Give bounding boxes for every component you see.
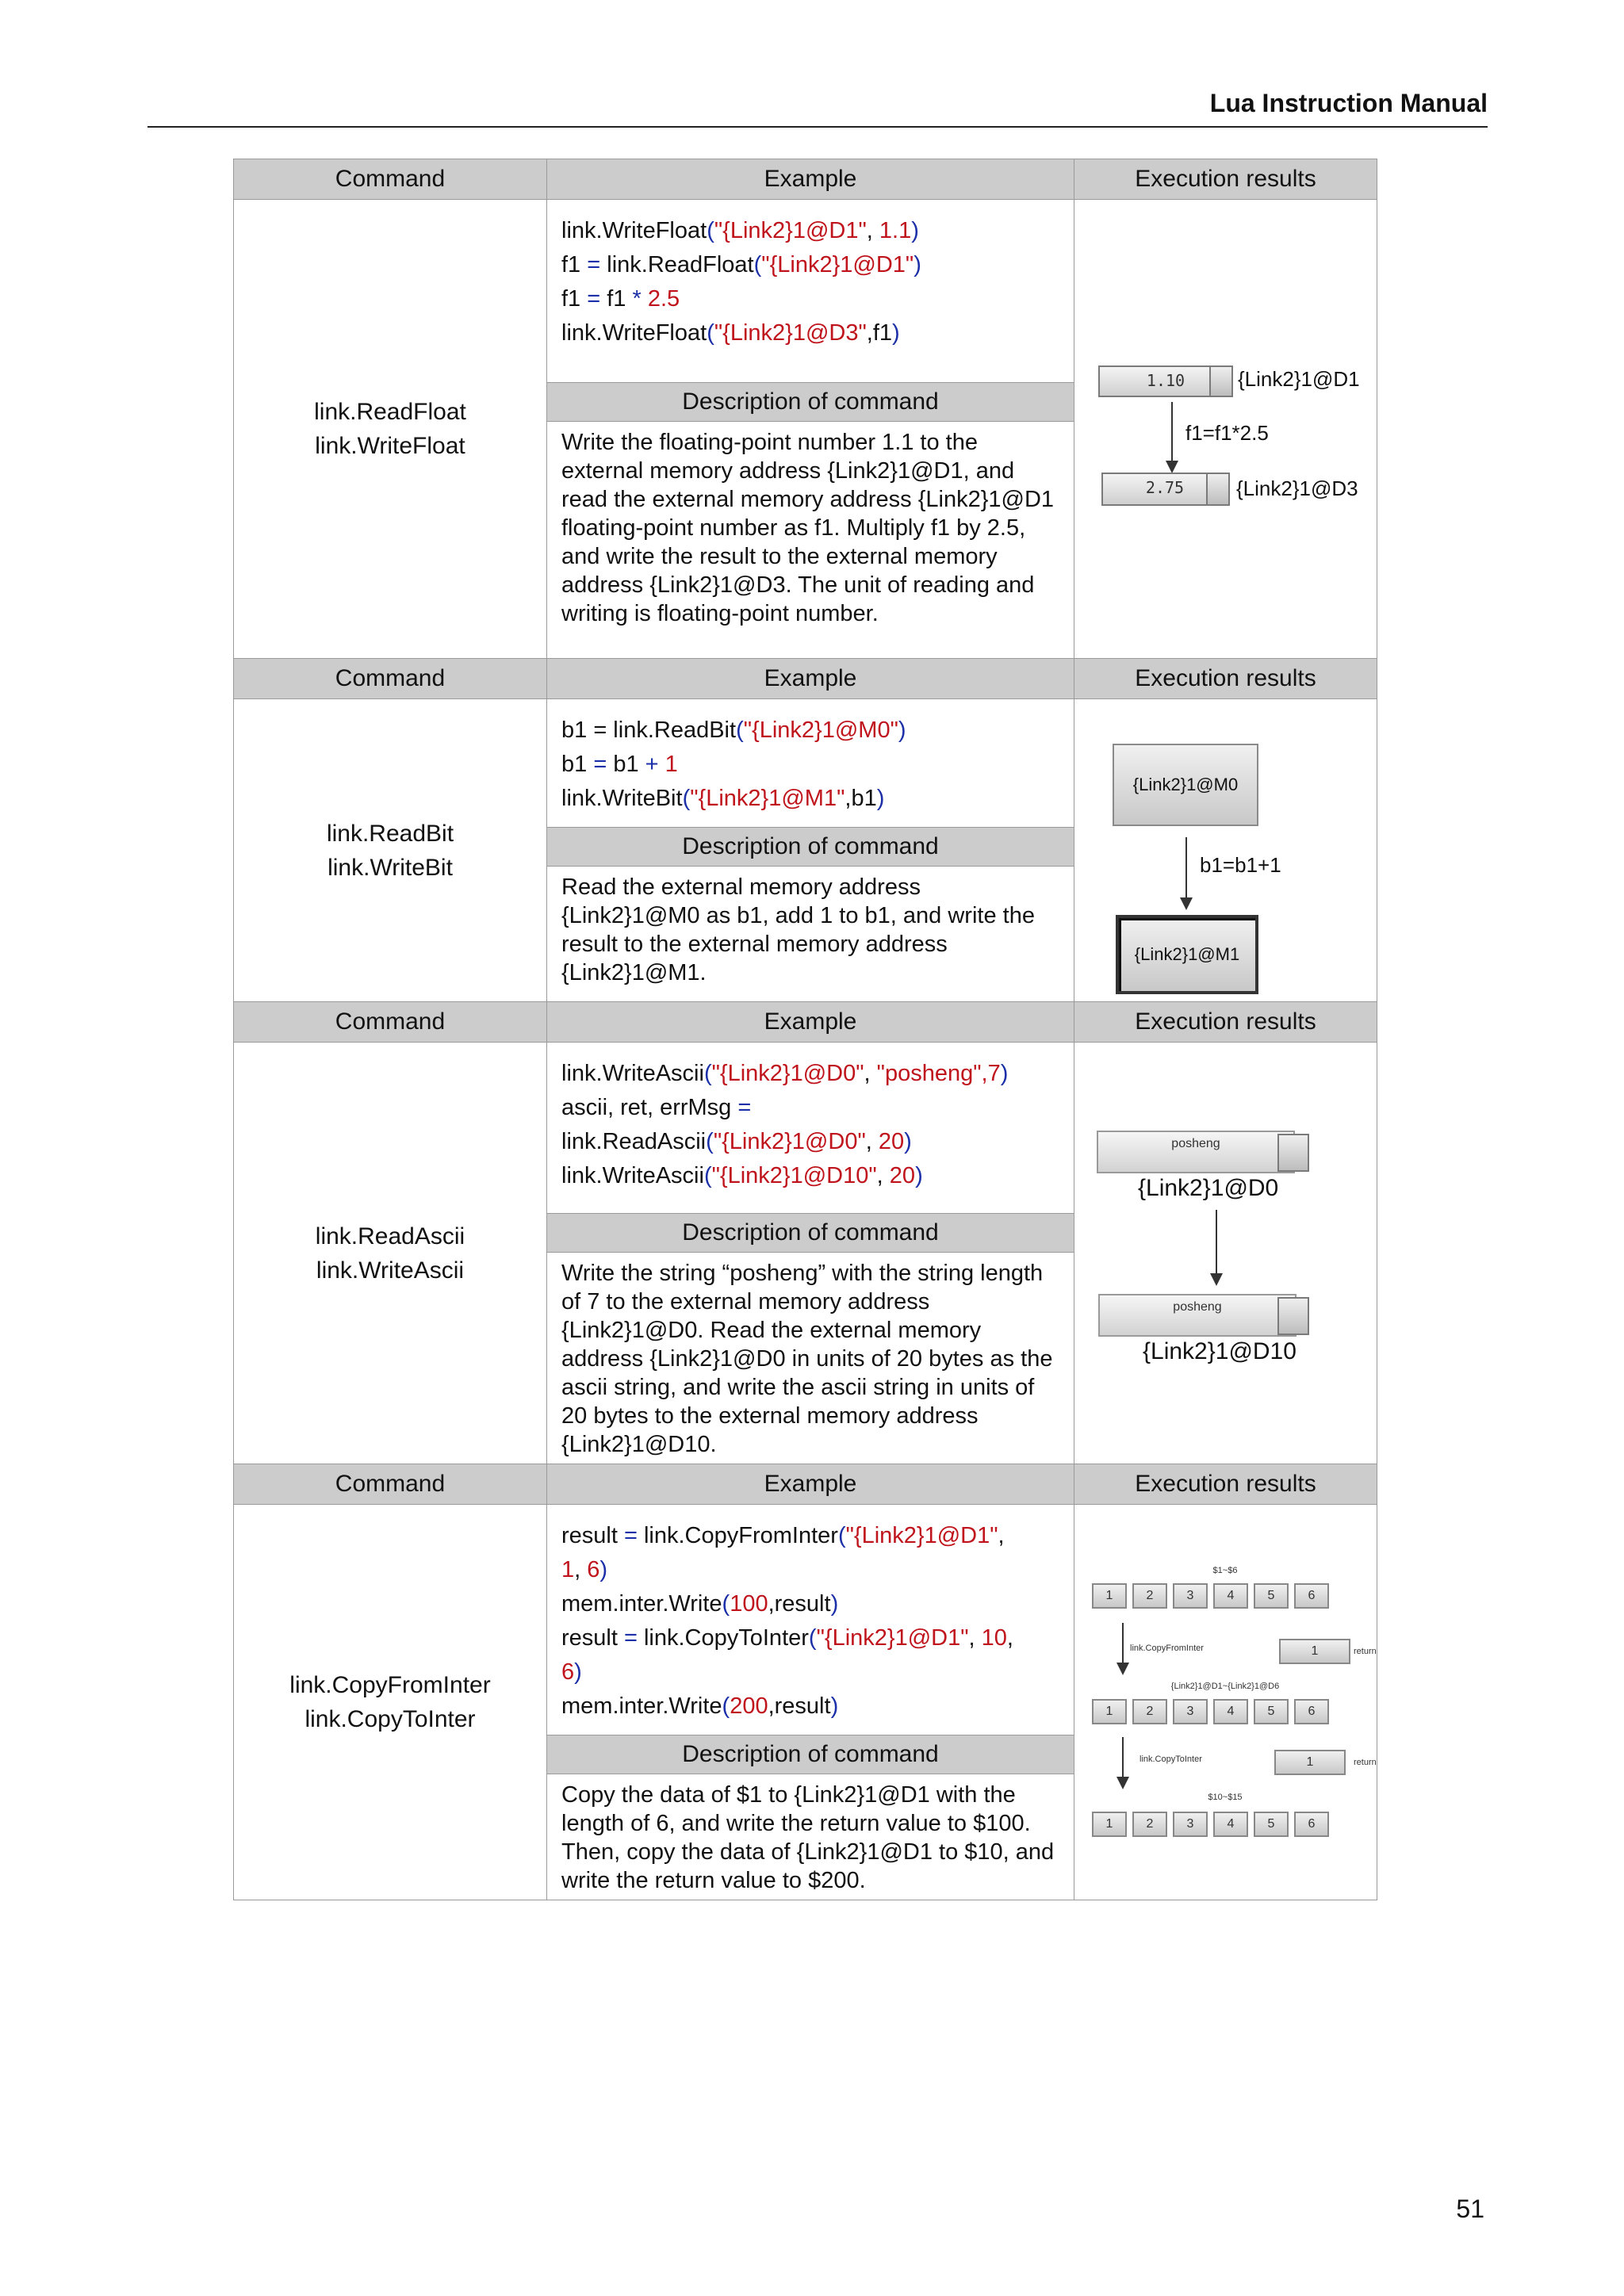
code-line	[561, 1655, 1059, 1689]
code-token: =	[587, 252, 601, 277]
address-label: {Link2}1@D0	[1138, 1174, 1279, 1201]
numeric-display: 2.75	[1101, 473, 1228, 506]
instruction-table	[233, 159, 1377, 1900]
description-text: Copy the data of $1 to {Link2}1@D1 with the length of 6, and write the return value to $100. Then, copy the data of {Link2}1@D1 to $10, and write the return value to $200.	[547, 1774, 1074, 1900]
code-token: b1	[561, 752, 594, 777]
code-token: )	[599, 1557, 608, 1582]
address-label: {Link2}1@D1	[1238, 367, 1360, 391]
execution-result-cell	[1074, 1505, 1377, 1900]
code-token: )	[911, 218, 919, 243]
code-line	[561, 1125, 1059, 1159]
code-token: 100	[730, 1591, 768, 1617]
code-token: "{Link2}1@D1"	[816, 1625, 969, 1651]
code-token: link.ReadAscii	[561, 1129, 707, 1154]
example-code-cell	[547, 1043, 1074, 1214]
command-name: link.ReadBit	[326, 820, 454, 847]
command-name: link.ReadFloat	[314, 399, 466, 425]
operation-label: link.CopyFromInter	[1130, 1644, 1204, 1653]
code-token: result	[561, 1523, 624, 1548]
header-command: Command	[234, 1464, 547, 1505]
code-token: =	[623, 1625, 638, 1651]
section-row	[234, 1043, 1377, 1214]
column-header-row	[234, 159, 1377, 200]
display-knob	[1277, 1134, 1309, 1172]
example-code-cell	[547, 200, 1074, 383]
arrow-head	[1180, 897, 1193, 910]
operation-label: b1=b1+1	[1200, 852, 1281, 877]
register-cell: 4	[1213, 1812, 1248, 1837]
code-token: result	[561, 1625, 624, 1651]
code-token: f1	[600, 286, 633, 312]
code-token: (	[703, 1163, 712, 1188]
arrow-head	[1116, 1663, 1129, 1675]
bit-lamp-on: {Link2}1@M1	[1116, 915, 1258, 994]
operation-label: f1=f1*2.5	[1185, 421, 1269, 445]
code-token: ,f1	[866, 320, 893, 346]
page-number: 51	[1456, 2195, 1484, 2223]
code-token: )	[830, 1693, 839, 1719]
arrow-line	[1122, 1737, 1124, 1777]
arrow-head	[1166, 461, 1178, 473]
description-text: Write the floating-point number 1.1 to the external memory address {Link2}1@D1, and read the external memory address {Link2}1@D1 floating-point number as f1. Multiply f1 by 2.5, and write the result to the external memory address {Link2}1@D3. The unit of reading and writing is floating-point number.	[547, 422, 1074, 659]
code-token: ,	[998, 1523, 1005, 1548]
header-command: Command	[234, 1002, 547, 1043]
code-line	[561, 1587, 1059, 1621]
code-token: =	[587, 286, 601, 312]
header-execution-results: Execution results	[1074, 1002, 1377, 1043]
register-cell: 6	[1294, 1812, 1329, 1837]
code-token: ,	[574, 1557, 588, 1582]
example-code-cell	[547, 1505, 1074, 1735]
code-token: )	[574, 1659, 582, 1685]
code-token: 7	[987, 1061, 1001, 1086]
result-illustration	[1074, 350, 1376, 508]
header-execution-results: Execution results	[1074, 1464, 1377, 1505]
register-cell: 5	[1254, 1812, 1289, 1837]
code-token: (	[808, 1625, 817, 1651]
code-token: 6	[587, 1557, 600, 1582]
execution-result-cell	[1074, 200, 1377, 659]
code-token: ,	[876, 1163, 890, 1188]
header-example: Example	[547, 1002, 1074, 1043]
code-token: (	[706, 1129, 714, 1154]
code-token: (	[837, 1523, 846, 1548]
code-token: link.WriteAscii	[561, 1163, 704, 1188]
code-token: )	[914, 252, 921, 277]
description-text: Write the string “posheng” with the string length of 7 to the external memory address {Link2}1@D0. Read the external memory address {Link2}1@D0 in units of 20 bytes as the ascii string, and write the ascii string in units of 20 bytes to the external memory address {Link2}1@D10.	[547, 1253, 1074, 1464]
code-token: link.WriteFloat	[561, 218, 707, 243]
register-cell: 1	[1092, 1583, 1127, 1609]
register-cell: 6	[1294, 1583, 1329, 1609]
code-token: )	[876, 786, 885, 811]
code-token: link.WriteBit	[561, 786, 683, 811]
description-header: Description of command	[547, 1735, 1074, 1774]
header-example: Example	[547, 1464, 1074, 1505]
page-header-title: Lua Instruction Manual	[1209, 89, 1488, 117]
command-cell	[234, 200, 547, 659]
code-token: ,result	[768, 1693, 831, 1719]
code-line	[561, 1689, 1059, 1724]
code-token: 20	[889, 1163, 916, 1188]
result-illustration	[1074, 728, 1376, 974]
code-token: (	[707, 218, 714, 243]
register-cell: 1	[1092, 1699, 1127, 1724]
code-line	[561, 1553, 1059, 1587]
header-execution-results: Execution results	[1074, 659, 1377, 699]
code-token: link.CopyToInter	[637, 1625, 809, 1651]
code-token: *	[632, 286, 642, 312]
section-row	[234, 200, 1377, 383]
code-token: (	[682, 786, 691, 811]
code-line	[561, 316, 1059, 350]
code-token: mem.inter.Write	[561, 1591, 722, 1617]
code-token: "{Link2}1@D1"	[714, 218, 867, 243]
header-execution-results: Execution results	[1074, 159, 1377, 200]
code-token: ,result	[768, 1591, 831, 1617]
code-token: ,	[865, 1129, 879, 1154]
code-token: =	[623, 1523, 638, 1548]
execution-result-cell	[1074, 699, 1377, 1002]
range-label: $1~$6	[1212, 1566, 1238, 1575]
code-token: "{Link2}1@D1"	[761, 252, 914, 277]
command-cell	[234, 1505, 547, 1900]
arrow-line	[1171, 402, 1173, 461]
code-token: )	[904, 1129, 912, 1154]
code-token: ,	[866, 218, 879, 243]
code-token: (	[703, 1061, 712, 1086]
code-line	[561, 282, 1059, 316]
code-token: =	[737, 1095, 752, 1120]
header-example: Example	[547, 659, 1074, 699]
column-header-row	[234, 1464, 1377, 1505]
string-display: posheng	[1097, 1131, 1295, 1173]
code-token: ,	[968, 1625, 982, 1651]
command-name: link.CopyFromInter	[289, 1672, 491, 1698]
display-knob	[1277, 1297, 1309, 1335]
code-token: )	[1000, 1061, 1009, 1086]
numeric-display: 1.10	[1098, 365, 1233, 397]
display-knob	[1209, 365, 1233, 397]
code-token: "posheng"	[876, 1061, 982, 1086]
code-line	[561, 1519, 1059, 1553]
code-line	[561, 214, 1059, 248]
register-cell: 3	[1173, 1699, 1208, 1724]
code-token: =	[593, 752, 607, 777]
code-line	[561, 1159, 1059, 1193]
command-name: link.WriteAscii	[316, 1257, 465, 1284]
code-token: ,	[1006, 1625, 1013, 1651]
code-token: link.ReadFloat	[600, 252, 754, 277]
column-header-row	[234, 1002, 1377, 1043]
command-name: link.ReadAscii	[315, 1223, 465, 1249]
description-text: Read the external memory address {Link2}1@M0 as b1, add 1 to b1, and write the result to the external memory address {Link2}1@M1.	[547, 867, 1074, 1002]
column-header-row	[234, 659, 1377, 699]
command-name: link.CopyToInter	[304, 1706, 476, 1732]
arrow-head	[1116, 1777, 1129, 1789]
execution-result-cell	[1074, 1043, 1377, 1464]
code-token: f1	[561, 286, 588, 312]
return-label: return	[1354, 1647, 1377, 1656]
register-cell: 2	[1132, 1699, 1167, 1724]
command-name: link.WriteFloat	[315, 433, 465, 459]
code-token: f1	[561, 252, 588, 277]
code-token: (	[707, 320, 714, 346]
code-line	[561, 714, 1059, 748]
code-token: +	[645, 752, 659, 777]
arrow-head	[1210, 1273, 1223, 1286]
code-token: 1	[658, 752, 678, 777]
code-token: "{Link2}1@D3"	[714, 320, 867, 346]
code-token: ,b1	[845, 786, 877, 811]
code-token: link.WriteFloat	[561, 320, 707, 346]
register-cell: 3	[1173, 1583, 1208, 1609]
result-illustration	[1074, 1552, 1376, 1853]
code-token: 1.1	[879, 218, 912, 243]
code-token: link.WriteAscii	[561, 1061, 704, 1086]
display-knob	[1206, 473, 1230, 506]
code-line	[561, 1057, 1059, 1091]
arrow-line	[1185, 837, 1187, 897]
code-token: (	[736, 718, 744, 743]
code-line	[561, 748, 1059, 782]
register-cell: 5	[1254, 1699, 1289, 1724]
header-example: Example	[547, 159, 1074, 200]
code-line	[561, 248, 1059, 282]
code-token: ascii, ret, errMsg	[561, 1095, 738, 1120]
operation-label: link.CopyToInter	[1139, 1755, 1202, 1764]
code-token: b1	[607, 752, 645, 777]
code-token: )	[830, 1591, 839, 1617]
arrow-line	[1216, 1210, 1217, 1273]
register-cell: 5	[1254, 1583, 1289, 1609]
code-token: "{Link2}1@M1"	[690, 786, 845, 811]
section-row	[234, 699, 1377, 828]
range-label: {Link2}1@D1~{Link2}1@D6	[1170, 1682, 1280, 1691]
code-token: ,	[864, 1061, 877, 1086]
code-token: (	[722, 1591, 730, 1617]
return-value-display: 1	[1279, 1639, 1350, 1664]
code-token: link.CopyFromInter	[637, 1523, 838, 1548]
code-token: )	[898, 718, 906, 743]
code-token: (	[722, 1693, 730, 1719]
code-token: b1 = link.ReadBit	[561, 718, 737, 743]
code-token: "{Link2}1@D10"	[711, 1163, 877, 1188]
description-header: Description of command	[547, 383, 1074, 422]
bit-lamp: {Link2}1@M0	[1113, 744, 1258, 826]
header-command: Command	[234, 659, 547, 699]
header-rule	[147, 126, 1488, 128]
arrow-line	[1122, 1623, 1124, 1663]
code-token: (	[753, 252, 762, 277]
register-cell: 6	[1294, 1699, 1329, 1724]
code-token: )	[915, 1163, 923, 1188]
code-line	[561, 782, 1059, 816]
command-name: link.WriteBit	[327, 854, 453, 881]
code-token: "{Link2}1@D1"	[845, 1523, 998, 1548]
code-line	[561, 1091, 1059, 1125]
register-cell: 1	[1092, 1812, 1127, 1837]
code-token: "{Link2}1@D0"	[713, 1129, 866, 1154]
register-cell: 2	[1132, 1583, 1167, 1609]
command-cell	[234, 1043, 547, 1464]
header-command: Command	[234, 159, 547, 200]
return-label: return	[1354, 1758, 1377, 1767]
code-token: 10	[981, 1625, 1007, 1651]
description-header: Description of command	[547, 828, 1074, 867]
code-line	[561, 1621, 1059, 1655]
description-header: Description of command	[547, 1214, 1074, 1253]
code-token: 1	[561, 1557, 575, 1582]
code-token: "{Link2}1@M0"	[743, 718, 898, 743]
code-token: )	[892, 320, 900, 346]
register-cell: 4	[1213, 1583, 1248, 1609]
address-label: {Link2}1@D3	[1236, 476, 1358, 500]
return-value-display: 1	[1274, 1750, 1346, 1775]
string-display: posheng	[1098, 1294, 1297, 1337]
code-token: "{Link2}1@D0"	[711, 1061, 864, 1086]
section-row	[234, 1505, 1377, 1735]
register-cell: 2	[1132, 1812, 1167, 1837]
code-token: 20	[878, 1129, 905, 1154]
code-token: 200	[730, 1693, 768, 1719]
example-code-cell	[547, 699, 1074, 828]
code-token: 6	[561, 1659, 575, 1685]
address-label: {Link2}1@D10	[1143, 1337, 1297, 1364]
register-cell: 3	[1173, 1812, 1208, 1837]
result-illustration	[1074, 1131, 1376, 1376]
code-token: mem.inter.Write	[561, 1693, 722, 1719]
command-cell	[234, 699, 547, 1002]
code-token: ,	[981, 1061, 988, 1086]
range-label: $10~$15	[1208, 1793, 1243, 1802]
register-cell: 4	[1213, 1699, 1248, 1724]
code-token: 2.5	[641, 286, 680, 312]
